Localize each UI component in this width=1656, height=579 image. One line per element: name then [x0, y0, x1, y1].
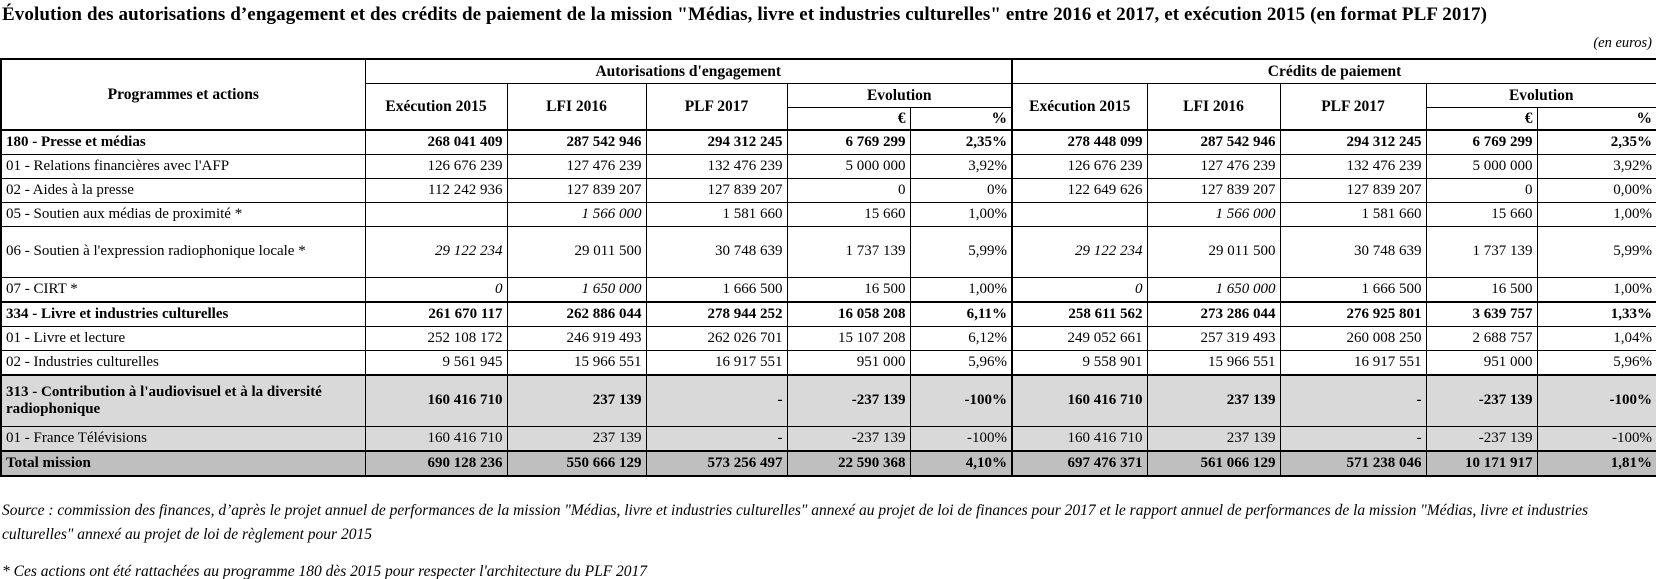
table-cell: 3,92%	[910, 155, 1012, 179]
table-row	[1, 179, 1656, 203]
table-cell: 9 558 901	[1012, 351, 1147, 376]
header-ae-lfi-2016: LFI 2016	[507, 84, 646, 131]
table-cell: 1 566 000	[507, 203, 646, 227]
table-cell: 132 476 239	[646, 155, 787, 179]
table-cell: 22 590 368	[787, 451, 910, 476]
table-cell: 29 122 234	[365, 227, 507, 278]
table-cell: 2 688 757	[1426, 327, 1537, 351]
table-cell: 160 416 710	[1012, 427, 1147, 452]
row-label: 05 - Soutien aux médias de proximité *	[1, 203, 365, 227]
row-label: 02 - Aides à la presse	[1, 179, 365, 203]
table-cell: 268 041 409	[365, 130, 507, 155]
table-cell: 160 416 710	[1012, 375, 1147, 427]
table-cell: 287 542 946	[1147, 130, 1280, 155]
table-cell: 29 122 234	[1012, 227, 1147, 278]
table-cell: 5,99%	[910, 227, 1012, 278]
table-cell: 112 242 936	[365, 179, 507, 203]
table-cell: 9 561 945	[365, 351, 507, 376]
table-cell: 6 769 299	[787, 130, 910, 155]
source-note: Source : commission des finances, d’après le projet annuel de performances de la mission "Médias, livre et industries culturelles" annexé au projet de loi de finances pour 2017 et le rapport annuel de performances de la mission "Médias, livre et industries culturelles" annexé au projet de loi de règlement pour 2015	[2, 502, 1589, 544]
table-cell: 10 171 917	[1426, 451, 1537, 476]
table-cell: 0	[1426, 179, 1537, 203]
table-cell: 30 748 639	[1280, 227, 1426, 278]
table-cell: 3,92%	[1537, 155, 1656, 179]
table-cell: 16 500	[787, 278, 910, 303]
table-row	[1, 427, 1656, 452]
table-cell: 237 139	[1147, 427, 1280, 452]
table-cell: 0	[1012, 278, 1147, 303]
table-row	[1, 302, 1656, 327]
table-cell: 249 052 661	[1012, 327, 1147, 351]
header-ae-plf-2017: PLF 2017	[646, 84, 787, 131]
table-cell: 287 542 946	[507, 130, 646, 155]
row-label: 313 - Contribution à l'audiovisuel et à la diversité radiophonique	[1, 375, 365, 427]
table-cell: 1,00%	[1537, 278, 1656, 303]
table-cell: 15 966 551	[507, 351, 646, 376]
table-cell: 127 476 239	[1147, 155, 1280, 179]
table-cell: 3 639 757	[1426, 302, 1537, 327]
table-cell: 2,35%	[1537, 130, 1656, 155]
table-cell: 1 737 139	[787, 227, 910, 278]
table-cell: -100%	[910, 427, 1012, 452]
table-cell: 262 886 044	[507, 302, 646, 327]
table-cell: -237 139	[787, 427, 910, 452]
table-cell: 1 566 000	[1147, 203, 1280, 227]
table-cell: 0%	[910, 179, 1012, 203]
table-cell: 1,33%	[1537, 302, 1656, 327]
header-ae-execution-2015: Exécution 2015	[365, 84, 507, 131]
table-cell: 1 666 500	[1280, 278, 1426, 303]
table-cell: -237 139	[787, 375, 910, 427]
table-cell: 246 919 493	[507, 327, 646, 351]
table-cell: 260 008 250	[1280, 327, 1426, 351]
row-label: 07 - CIRT *	[1, 278, 365, 303]
table-row	[1, 278, 1656, 303]
row-label: 01 - France Télévisions	[1, 427, 365, 452]
header-group-credits-paiement: Crédits de paiement	[1012, 59, 1656, 84]
table-cell: 5 000 000	[787, 155, 910, 179]
table-cell: 561 066 129	[1147, 451, 1280, 476]
table-cell: -	[646, 427, 787, 452]
table-cell: 132 476 239	[1280, 155, 1426, 179]
table-cell: 29 011 500	[507, 227, 646, 278]
table-cell: 160 416 710	[365, 427, 507, 452]
table-cell: 237 139	[1147, 375, 1280, 427]
table-cell: 5,99%	[1537, 227, 1656, 278]
table-cell: 237 139	[507, 427, 646, 452]
table-cell: -100%	[1537, 375, 1656, 427]
table-row	[1, 227, 1656, 278]
table-cell: 951 000	[1426, 351, 1537, 376]
table-row	[1, 375, 1656, 427]
header-group-autorisations-engagement: Autorisations d'engagement	[365, 59, 1012, 84]
table-cell: 6 769 299	[1426, 130, 1537, 155]
table-cell: 1,00%	[910, 203, 1012, 227]
header-cp-execution-2015: Exécution 2015	[1012, 84, 1147, 131]
table-cell: -	[1280, 375, 1426, 427]
table-cell: 0	[787, 179, 910, 203]
table-cell: 127 839 207	[1280, 179, 1426, 203]
row-label: 180 - Presse et médias	[1, 130, 365, 155]
table-cell: 258 611 562	[1012, 302, 1147, 327]
table-cell: 951 000	[787, 351, 910, 376]
table-cell: 16 058 208	[787, 302, 910, 327]
table-cell: 1 650 000	[1147, 278, 1280, 303]
header-ae-evolution-euro: €	[787, 108, 910, 131]
row-label: 06 - Soutien à l'expression radiophonique locale *	[1, 227, 365, 278]
table-cell: 0	[365, 278, 507, 303]
table-cell: 6,11%	[910, 302, 1012, 327]
table-cell: 571 238 046	[1280, 451, 1426, 476]
table-cell: 1,04%	[1537, 327, 1656, 351]
table-cell: 1,00%	[1537, 203, 1656, 227]
table-cell: 4,10%	[910, 451, 1012, 476]
table-cell: -	[1280, 427, 1426, 452]
table-cell: 127 476 239	[507, 155, 646, 179]
table-cell: 261 670 117	[365, 302, 507, 327]
table-row	[1, 451, 1656, 476]
table-cell	[1012, 203, 1147, 227]
page-title: Évolution des autorisations d’engagement et des crédits de paiement de la mission "Médias, livre et industries culturelles" entre 2016 et 2017, et exécution 2015 (en format PLF 2017)	[2, 4, 1488, 25]
table-cell	[365, 203, 507, 227]
header-cp-plf-2017: PLF 2017	[1280, 84, 1426, 131]
table-row	[1, 130, 1656, 155]
table-cell: -100%	[910, 375, 1012, 427]
table-cell: 1 581 660	[1280, 203, 1426, 227]
row-label: 02 - Industries culturelles	[1, 351, 365, 376]
header-programmes-et-actions: Programmes et actions	[1, 59, 365, 130]
table-cell: 1,81%	[1537, 451, 1656, 476]
table-cell: 1 581 660	[646, 203, 787, 227]
table-cell: 15 660	[1426, 203, 1537, 227]
table-cell: 126 676 239	[365, 155, 507, 179]
table-cell: 127 839 207	[646, 179, 787, 203]
table-cell: 278 944 252	[646, 302, 787, 327]
table-header	[1, 59, 1656, 130]
table-cell: 6,12%	[910, 327, 1012, 351]
table-cell: 573 256 497	[646, 451, 787, 476]
budget-table	[0, 58, 1656, 477]
table-cell: 5 000 000	[1426, 155, 1537, 179]
table-cell: 0,00%	[1537, 179, 1656, 203]
unit-note: (en euros)	[1593, 35, 1652, 51]
table-cell: 276 925 801	[1280, 302, 1426, 327]
table-cell: -237 139	[1426, 427, 1537, 452]
table-cell: 294 312 245	[646, 130, 787, 155]
header-cp-evolution-pct: %	[1537, 108, 1656, 131]
table-cell: 15 966 551	[1147, 351, 1280, 376]
table-row	[1, 351, 1656, 376]
table-cell: 16 917 551	[1280, 351, 1426, 376]
table-cell: 550 666 129	[507, 451, 646, 476]
table-cell: 690 128 236	[365, 451, 507, 476]
table-cell: 15 107 208	[787, 327, 910, 351]
table-cell: 273 286 044	[1147, 302, 1280, 327]
table-cell: 1,00%	[910, 278, 1012, 303]
table-cell: 278 448 099	[1012, 130, 1147, 155]
table-cell: 29 011 500	[1147, 227, 1280, 278]
table-row	[1, 327, 1656, 351]
table-cell: 16 917 551	[646, 351, 787, 376]
table-cell: 5,96%	[910, 351, 1012, 376]
row-label: 01 - Livre et lecture	[1, 327, 365, 351]
table-cell: 30 748 639	[646, 227, 787, 278]
header-cp-evolution-euro: €	[1426, 108, 1537, 131]
table-cell: -	[646, 375, 787, 427]
table-cell: 294 312 245	[1280, 130, 1426, 155]
table-cell: 262 026 701	[646, 327, 787, 351]
header-cp-evolution: Evolution	[1426, 84, 1656, 108]
table-cell: 122 649 626	[1012, 179, 1147, 203]
table-cell: 160 416 710	[365, 375, 507, 427]
header-ae-evolution-pct: %	[910, 108, 1012, 131]
row-label: 334 - Livre et industries culturelles	[1, 302, 365, 327]
row-label: 01 - Relations financières avec l'AFP	[1, 155, 365, 179]
table-row	[1, 203, 1656, 227]
table-cell: 1 737 139	[1426, 227, 1537, 278]
header-cp-lfi-2016: LFI 2016	[1147, 84, 1280, 131]
table-body	[1, 130, 1656, 476]
table-cell: 127 839 207	[507, 179, 646, 203]
table-cell: 252 108 172	[365, 327, 507, 351]
table-cell: 126 676 239	[1012, 155, 1147, 179]
table-cell: 15 660	[787, 203, 910, 227]
table-cell: 1 650 000	[507, 278, 646, 303]
table-row	[1, 155, 1656, 179]
table-cell: 237 139	[507, 375, 646, 427]
row-label: Total mission	[1, 451, 365, 476]
table-cell: 697 476 371	[1012, 451, 1147, 476]
table-cell: 5,96%	[1537, 351, 1656, 376]
asterisk-footnote: * Ces actions ont été rattachées au programme 180 dès 2015 pour respecter l'architecture du PLF 2017	[2, 563, 648, 579]
table-cell: -237 139	[1426, 375, 1537, 427]
table-cell: 127 839 207	[1147, 179, 1280, 203]
table-cell: 2,35%	[910, 130, 1012, 155]
table-cell: 1 666 500	[646, 278, 787, 303]
table-cell: 16 500	[1426, 278, 1537, 303]
table-cell: 257 319 493	[1147, 327, 1280, 351]
header-ae-evolution: Evolution	[787, 84, 1012, 108]
table-cell: -100%	[1537, 427, 1656, 452]
